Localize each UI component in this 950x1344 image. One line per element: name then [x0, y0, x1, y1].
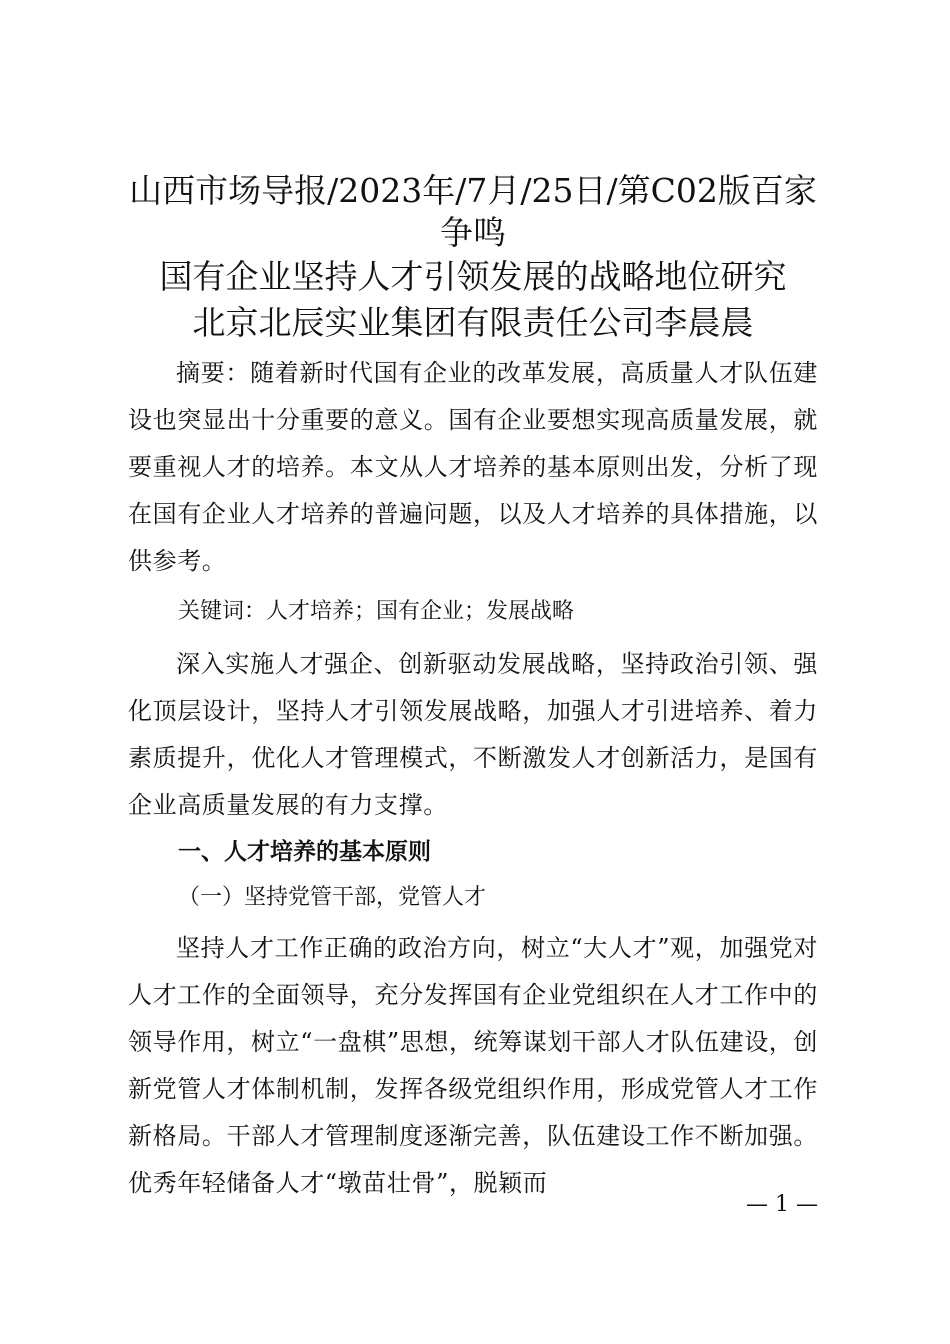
body-paragraph: 坚持人才工作正确的政治方向，树立“大人才”观，加强党对人才工作的全面领导，充分发挥国有企业党组织在人才工作中的领导作用，树立“一盘棋”思想，统筹谋划干部人才队伍建设，创新党管人才体制机制，发挥各级党组织作用，形成党管人才工作新格局。干部人才管理制度逐渐完善，队伍建设工作不断加强。优秀年轻储备人才“墩苗壮骨”，脱颖而 — [128, 934, 818, 1197]
section-heading: 一、人才培养的基本原则 — [178, 839, 431, 865]
source-line: 山西市场导报/2023年/7月/25日/第C02版百家争鸣 — [129, 171, 817, 252]
author-line: 北京北辰实业集团有限责任公司李晨晨 — [192, 303, 754, 342]
subsection-heading: （一）坚持党管干部，党管人才 — [178, 885, 487, 910]
abstract-paragraph: 摘要：随着新时代国有企业的改革发展，高质量人才队伍建设也突显出十分重要的意义。国有企业要想实现高质量发展，就要重视人才的培养。本文从人才培养的基本原则出发，分析了现在国有企业人才培养的普遍问题，以及人才培养的具体措施，以供参考。 — [128, 359, 818, 575]
title-block — [128, 170, 818, 346]
document-page — [128, 170, 818, 1207]
article-title: 国有企业坚持人才引领发展的战略地位研究 — [159, 257, 787, 296]
keywords-line: 关键词：人才培养；国有企业；发展战略 — [178, 599, 575, 624]
page-number: — 1 — — [746, 1192, 818, 1217]
intro-paragraph: 深入实施人才强企、创新驱动发展战略，坚持政治引领、强化顶层设计，坚持人才引领发展战略，加强人才引进培养、着力素质提升，优化人才管理模式，不断激发人才创新活力，是国有企业高质量发展的有力支撑。 — [128, 650, 818, 819]
